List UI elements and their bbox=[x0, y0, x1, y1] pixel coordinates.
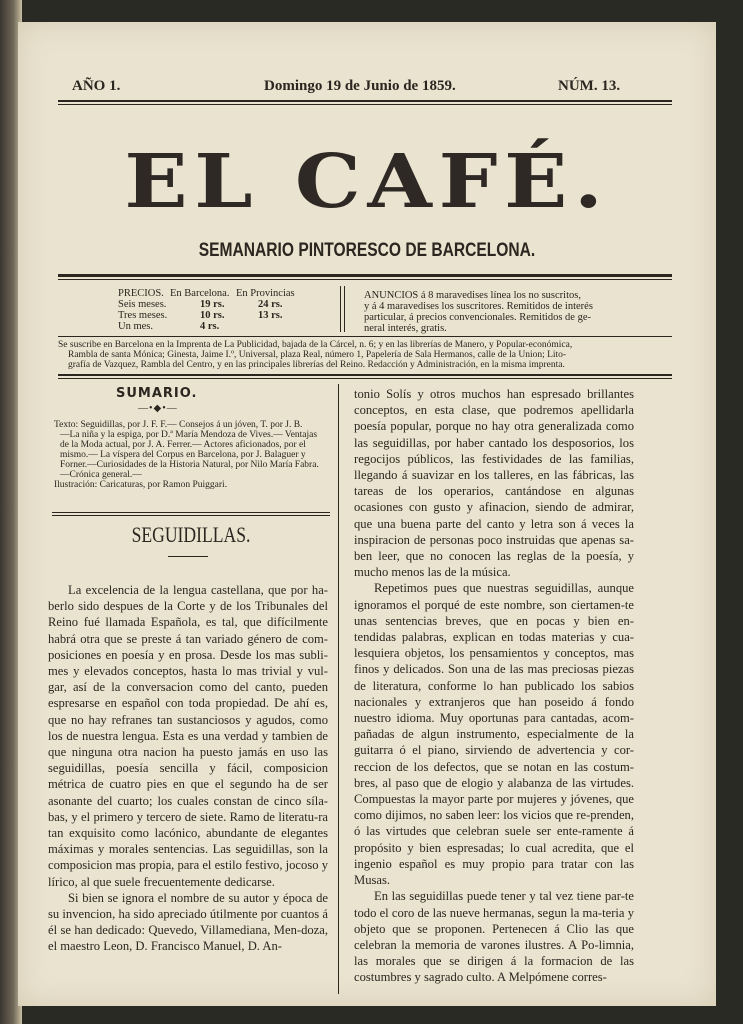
paragraph: En las seguidillas puede tener y tal vez tiene par-te todo el coro de las nueve hermanas, segun la ma-teria y objeto que se proponen. Pertenecen á Clio las que celebran la memoria de varones ilustres. A Po-limnia, las morales que se dirigen á la formacion de las costumbres y sagrado culto. A Melpómene corres- bbox=[354, 889, 634, 985]
subscription-info: Se suscribe en Barcelona en la Imprenta de La Publicidad, bajada de la Cárcel, n. 6; y en las librerías de Manero, y Popular-económica, Rambla de santa Mónica; Ginesta, Jaime I.º, Universal, plaza Real, número 1, Papelería de Sala Hermanos, calle de la Union; Lito- grafía de Vazquez, Rambla del Centro, y en las principales librerías del Reino. Redacción y Administración, en la misma imprenta. bbox=[58, 340, 573, 370]
price-row: Seis meses. 19 rs. 24 rs. bbox=[118, 299, 283, 310]
title-ornament-rule bbox=[168, 556, 208, 557]
header-rule bbox=[58, 100, 672, 102]
article-title: SEGUIDILLAS. bbox=[131, 522, 251, 547]
anuncios-block: ANUNCIOS á 8 maravedises línea los no suscritos, y á 4 maravedises los suscritores. Remitidos de interés particular, á precios convencionales. Remitidos de ge- neral interés, gratis. bbox=[364, 290, 593, 334]
article-column-2 bbox=[354, 386, 634, 986]
prices-rule bbox=[58, 336, 672, 337]
header-rule-thin bbox=[58, 104, 672, 105]
paragraph: La excelencia de la lengua castellana, que por ha-berlo sido despues de la Corte y de los Tribunales del Reino fué llamada Española, es tal, que difícilmente habrá otra que se preste á tan variado género de com-posiciones en poesía y en prosa. Desde los mas subli-mes y elevados conceptos, hasta lo mas trivial y vul-gar, así de la conversacion como del canto, pueden espresarse en español con toda propiedad. De ahí es, que no hay refranes tan sustanciosos y agudos, como los de nuestra lengua. Esta es una verdad y tambien de que ninguna otra nacion ha puesto jamás en uso las seguidillas, poesía sencilla y fácil, composicion métrica de cuatro pies en que el segundo ha de ser asonante del cuarto; los cuales constan de cinco síla-bas, y el primero y tercero de siete. Ramo de literatu-ra tan exquisito como lacónico, abundante de elegantes máximas y morales sentencias. Las seguidillas, son la composicion mas propia, para el estilo festivo, jocoso y lírico, al que suele frecuentemente dedicarse. bbox=[48, 583, 328, 889]
prices-divider bbox=[340, 286, 341, 332]
issue-number: NÚM. 13. bbox=[558, 78, 621, 94]
subscription-rule-thin bbox=[58, 378, 672, 379]
issue-date: Domingo 19 de Junio de 1859. bbox=[264, 78, 456, 94]
column-divider bbox=[338, 384, 339, 994]
prices-block bbox=[118, 288, 318, 332]
sumario-rule bbox=[52, 512, 330, 513]
masthead-title: EL CAFÉ. bbox=[124, 139, 610, 225]
newspaper-page bbox=[18, 22, 716, 1006]
paragraph: Si bien se ignora el nombre de su autor y época de su invencion, ha sido apreciado útilmente por cuantos á él se han dedicado: Quevedo, Villamediana, Men-doza, el maestro Leon, D. Francisco Manuel, D. An- bbox=[48, 890, 328, 954]
masthead-rule bbox=[58, 274, 672, 277]
article-column-1 bbox=[48, 582, 328, 955]
sumario-title: SUMARIO. bbox=[116, 386, 198, 401]
subscription-rule bbox=[58, 374, 672, 376]
year-label: AÑO 1. bbox=[72, 78, 121, 94]
sumario-ornament: —•◆•— bbox=[138, 403, 178, 414]
price-row: Un mes. 4 rs. bbox=[118, 321, 220, 332]
sumario-rule-2 bbox=[52, 515, 330, 516]
masthead-rule-thin bbox=[58, 279, 672, 280]
sumario-list: Texto: Seguidillas, por J. F. F.— Consejos á un jóven, T. por J. B. —La niña y la espiga, por D.ª María Mendoza de Vives.— Ventajas de la Moda actual, por J. A. Ferrer.— Actores aficionados, por el mismo.— La víspera del Corpus en Barcelona, por J. Balaguer y Forner.—Curiosidades de la Historia Natural, por Nilo María Fabra. —Crónica general.— Ilustración: Caricaturas, por Ramon Puiggari. bbox=[54, 420, 319, 490]
price-row: Tres meses. 10 rs. 13 rs. bbox=[118, 310, 283, 321]
paragraph: Repetimos pues que nuestras seguidillas, aunque ignoramos el porqué de este nombre, son ciertamen-te unas sentencias breves, que en pocas y bien en-tendidas palabras, explican en todas materias y cua-lesquiera objetos, los pensamientos y conceptos, mas finos y delicados. Son una de las mas preciosas piezas de literatura, conforme lo han publicado los sabios nacionales y extranjeros que han poseido á fondo nuestro idioma. Muy oportunas para cantadas, acom-pañadas de algun instrumento, especialmente de la guitarra ó el piano, sirviendo de advertencia y cor-reccion de los defectos, que se notan en las costum-bres, al paso que de elogio y alabanza de las virtudes. Compuestas la mayor parte por mujeres y jóvenes, que como dijimos, no saben leer: los vicios que re-prenden, ó las virtudes que celebran suele ser ente-ramente á propósito y bien espresadas; lo cual acredita, que el ingenio español es muy propio para tratar con las Musas. bbox=[354, 581, 634, 888]
prices-label: PRECIOS. bbox=[118, 288, 164, 299]
paragraph: tonio Solís y otros muchos han espresado brillantes conceptos, en esta clase, que podremos apellidarla poesía popular, porque no hay otra generalizada como las seguidillas, por haber cantado los desposorios, los regocijos públicos, las festividades de las familias, llegando á suavizar en los talleres, en las fábricas, las tareas de los operarios, cantándose en algunas ocasiones con gusto y afinacion, siendo de admirar, que una buena parte del canto y letra son á veces la inspiracion de personas poco instruidas que apenas sa-ben leer, que no conocen las reglas de la poesía, y mucho menos las de la música. bbox=[354, 387, 634, 580]
masthead-subtitle: SEMANARIO PINTORESCO DE BARCELONA. bbox=[198, 240, 536, 261]
prices-divider-2 bbox=[344, 286, 345, 332]
prices-col-provincias: En Provincias bbox=[236, 288, 295, 299]
prices-col-barcelona: En Barcelona. bbox=[170, 288, 230, 299]
